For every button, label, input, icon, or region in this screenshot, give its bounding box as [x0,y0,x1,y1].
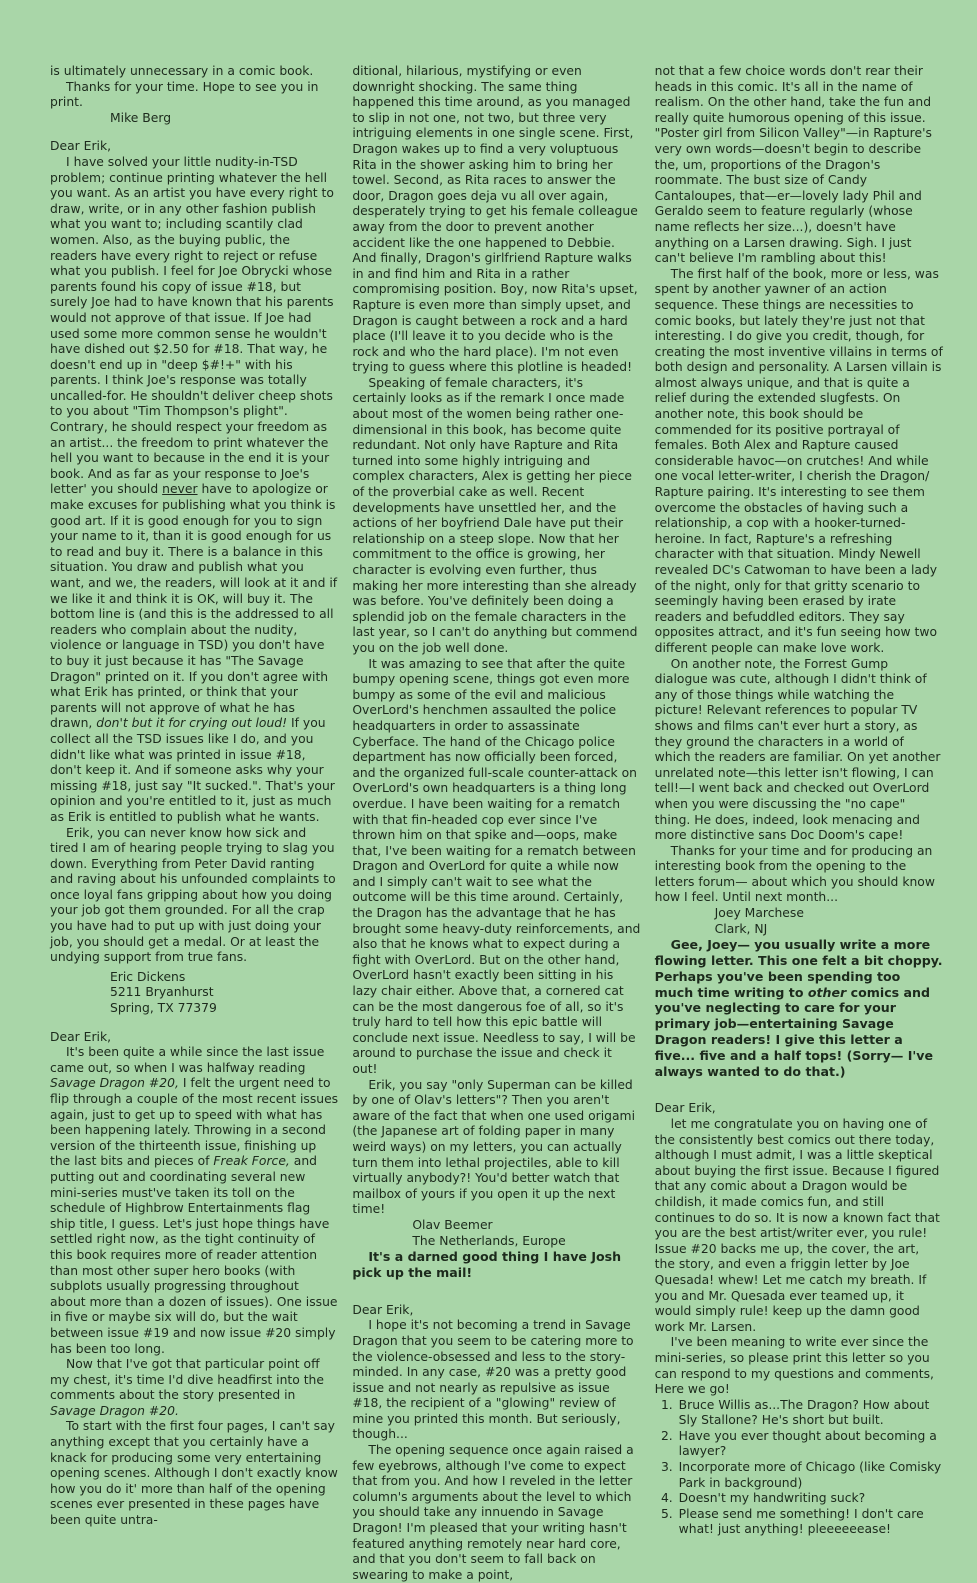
signature: Mike Berg [110,110,172,125]
letter-greeting: Dear Erik, [352,1302,414,1317]
paragraph: I've been meaning to write ever since the mini-series, so please print this letter so you can respond to my questions and comments, Here we go! [654,1335,934,1397]
letter-greeting: Dear Erik, [50,139,112,154]
signature: Joey Marchese Clark, NJ [714,906,804,936]
list-item: 1. Bruce Willis as...The Dragon? How about Sly Stallone? He's short but built. [677,1398,943,1429]
list-item: 2. Have you ever thought about becoming a lawyer? [677,1429,943,1460]
paragraph: is ultimately unnecessary in a comic book. [50,64,314,78]
paragraph: On another note, the Forrest Gump dialogue was cute, although I didn't think of any of those things while watching the picture! Relevant references to popular TV shows and films can't ever hurt a story, as they ground the characters in a world of which the readers are familiar. On yet another unrelated note—this letter isn't flowing, I can tell!—I went back and checked out OverLord when you were discussing the "no cape" thing. He does, indeed, look menacing and more distinctive sans Doc Doom's cape! [654,656,941,843]
letter-greeting: Dear Erik, [654,1101,716,1116]
paragraph: let me congratulate you on having one of the consistently best comics out there today, although I must admit, I was a little skeptical about buying the first issue. Because I figured that any comic about a Dragon would be childish, it made comics fun, and still continues to do so. It is now a known fact that you are the best artist/writer ever, you rule! Issue #20 backs me up, the cover, the art, the story, and even a friggin letter by Joe Quesada! whew! Let me catch my breath. If you and Mr. Quesada ever teamed up, it would simply rule! keep up the damn good work Mr. Larsen. [654,1117,940,1334]
editor-response: Gee, Joey— you usually write a more flowing letter. This one felt a bit choppy. Perhaps you've been spending too much time writing to other comics and you've neglecting to care for your primary job—entertaining Savage Dragon readers! I give this letter a five... five and a half tops! (Sorry— I've always wanted to do that.) [654,937,943,1079]
paragraph: Erik, you can never know how sick and tired I am of hearing people trying to slag you down. Everything from Peter David ranting and raving about his unfounded complaints to once loyal fans gripping about how you doing your job got them grounded. For all the crap you have had to put up with just doing your job, you should get a medal. Or at least the undying support from true fans. [50,825,336,965]
paragraph: ditional, hilarious, mystifying or even downright shocking. The same thing happened this time around, as you managed to slip in not one, not two, but three very intriguing elements in one single scene. First, Dragon wakes up to find a very voluptuous Rita in the shower asking him to bring her towel. Second, as Rita races to answer the door, Dragon goes deja vu all over again, desperately trying to get his female colleague away from the door to prevent another accident like the one happened to Debbie. And finally, Dragon's girlfriend Rapture walks in and find him and Rita in a rather compromising position. Boy, now Rita's upset, Rapture is even more than simply upset, and Dragon is caught between a rock and a hard place (I'll leave it to you decide who is the rock and who the hard place). I'm not even trying to guess where this plotline is headed! [352,64,638,375]
paragraph: Thanks for your time. Hope to see you in print. [50,79,319,110]
list-item: 5. Please send me something! I don't care what! just anything! pleeeeeease! [677,1507,943,1538]
list-item: 4. Doesn't my handwriting suck? [677,1491,943,1507]
numbered-list [655,1398,943,1538]
column-1 [50,64,339,1528]
paragraph: Now that I've got that particular point off my chest, it's time I'd dive headfirst into the comments about the story presented in Savage Dragon #20. [50,1357,324,1418]
paragraph: It was amazing to see that after the quite bumpy opening scene, things got even more bumpy as some of the evil and malicious OverLord's henchmen assaulted the police headquarters in order to assassinate Cyberface. The hand of the Chicago police department has now officially been forced, and the organized full-scale counter-attack on OverLord's own headquarters is a thing long overdue. I have been waiting for a rematch with that fin-headed cop ever since I've thrown him on that spike and—oops, make that, I've been waiting for a rematch between Dragon and OverLord for quite a while now and I simply can't wait to see what the outcome will be this time around. Certainly, the Dragon has the advantage that he has brought some heavy-duty reinforcements, and also that he knows what to expect during a fight with OverLord. But on the other hand, OverLord hasn't exactly been sitting in his lazy chair either. Above that, a cornered cat can be the most dangerous foe of all, so it's truly hard to tell how this epic battle will conclude next issue. Needless to say, I will be around to purchase the issue and check it out! [352,656,641,1076]
column-2 [352,64,641,1582]
paragraph: Erik, you say "only Superman can be killed by one of Olav's letters"? Then you aren't aware of the fact that when one used origami (the Japanese art of folding paper in many weird ways) on my letters, you can actually turn them into lethal projectiles, able to kill virtually anybody?! You'd better watch that mailbox of yours if you open it up the next time! [352,1077,635,1217]
paragraph: The first half of the book, more or less, was spent by another yawner of an action sequence. These things are necessities to comic books, but lately they're just not that interesting. I do give you credit, though, for creating the most inventive villains in terms of both design and personality. A Larsen villain is almost always unique, and that is quite a relief during the extended slugfests. On another note, this book should be commended for its positive portrayal of females. Both Alex and Rapture caused considerable havoc—on crutches! And while one vocal letter-writer, I cherish the Dragon/ Rapture pairing. It's interesting to see them overcome the obstacles of having such a relationship, a cop with a hooker-turned-heroine. In fact, Rapture's a refreshing character with that situation. Mindy Newell revealed DC's Catwoman to have been a lady of the night, only for that gritty scenario to seemingly having been erased by irate readers and befuddled editors. They say opposites attract, and it's fun seeing how two different people can make love work. [654,266,943,655]
list-item: 3. Incorporate more of Chicago (like Comisky Park in background) [677,1460,943,1491]
paragraph: I hope it's not becoming a trend in Savage Dragon that you seem to be catering more to the violence-obsessed and less to the story-minded. In any case, #20 was a pretty good issue and not nearly as repulsive as issue #18, the recipient of a "glowing" review of mine you printed this month. But seriously, though... [352,1318,634,1442]
paragraph: not that a few choice words don't rear their heads in this comic. It's all in the name of realism. On the other hand, take the fun and really quite humorous opening of this issue. "Poster girl from Silicon Valley"—in Rapture's very own words—doesn't begin to describe the, um, proportions of the Dragon's roommate. The bust size of Candy Cantaloupes, that—er—lovely lady Phil and Geraldo seem to feature regularly (whose name reflects her size...), doesn't have anything on a Larsen drawing. Sigh. I just can't believe I'm rambling about this! [654,64,932,266]
column-3 [654,64,943,1537]
paragraph: To start with the first four pages, I can't say anything except that you certainly have a knack for producing some very entertaining opening scenes. Although I don't exactly know how you do it' more than half of the opening scenes ever presented in these pages have been quite untra- [50,1419,338,1528]
editor-response: It's a darned good thing I have Josh pick up the mail! [352,1249,622,1280]
signature: Eric Dickens 5211 Bryanhurst Spring, TX 77379 [110,969,217,1016]
paragraph: It's been quite a while since the last issue came out, so when I was halfway reading Savage Dragon #20, I felt the urgent need to flip through a couple of the most recent issues again, just to get up to speed with what has been happening lately. Throwing in a second version of the thirteenth issue, finishing up the last bits and pieces of Freak Force, and putting out and coordinating several new mini-series must've taken its toll on the schedule of Highbrow Entertainments flag ship title, I guess. Let's just hope things have settled right now, as the tight continuity of this book requires more of reader attention than most other super hero books (with subplots usually progressing throughout about more than a dozen of issues). One issue in five or maybe six will do, but the wait between issue #19 and now issue #20 simply has been too long. [50,1045,339,1356]
paragraph: I have solved your little nudity-in-TSD problem; continue printing whatever the hell you want. As an artist you have every right to draw, write, or in any other fashion publish what you want to; including scantily clad women. Also, as the buying public, the readers have every right to reject or refuse what you publish. I feel for Joe Obrycki whose parents found his copy of issue #18, but surely Joe had to have known that his parents would not approve of that issue. If Joe had used some more common sense he wouldn't have dished out $2.50 for #18. That way, he doesn't end up in "deep $#!+" with his parents. I think Joe's response was totally uncalled-for. He shouldn't deliver cheep shots to you about "Tim Thompson's plight". Contrary, he should respect your freedom as an artist... the freedom to print whatever the hell you want to because in the end it is your book. And as far as your response to Joe's letter' you should never have to apologize or make excuses for publishing what you think is good art. If it is good enough for you to sign your name to it, than it is good enough for us to read and buy it. There is a balance in this situation. You draw and publish what you want, and we, the readers, will look at it and if we like it and think it is OK, will buy it. The bottom line is (and this is the addressed to all readers who complain about the nudity, violence or language in TSD) you don't have to buy it just because it has "The Savage Dragon" printed on it. If you don't agree with what Erik has printed, or think that your parents will not approve of what he has drawn, don't but it for crying out loud! If you collect all the TSD issues like I do, and you didn't like what was printed in issue #18, don't keep it. And if someone asks why your missing #18, just say "It sucked.". That's your opinion and you're entitled to it, just as much as Erik is entitled to publish what he wants. [50,154,338,824]
letter-greeting: Dear Erik, [50,1029,112,1044]
paragraph: Speaking of female characters, it's certainly looks as if the remark I once made about most of the women being rather one-dimensional in this book, has become quite redundant. Not only have Rapture and Rita turned into some highly intriguing and complex characters, Alex is getting her piece of the proverbial cake as well. Recent developments have unsettled her, and the actions of her boyfriend Dale have put their relationship on a steep slope. Now that her commitment to the office is growing, her character is evolving even further, thus making her more interesting than she already was before. You've definitely been doing a splendid job on the female characters in the last year, so I can't do anything but commend you on the job well done. [352,375,638,655]
signature: Olav Beemer The Netherlands, Europe [412,1217,566,1248]
paragraph: Thanks for your time and for producing an interesting book from the opening to the letters forum— about which you should know how I feel. Until next month... [654,843,935,905]
paragraph: The opening sequence once again raised a few eyebrows, although I've come to expect that from you. And how I reveled in the letter column's arguments about the level to which you should take any innuendo in Savage Dragon! I'm pleased that your writing hasn't featured anything remotely near hard core, and that you don't seem to fall back on swearing to make a point, [352,1443,634,1582]
